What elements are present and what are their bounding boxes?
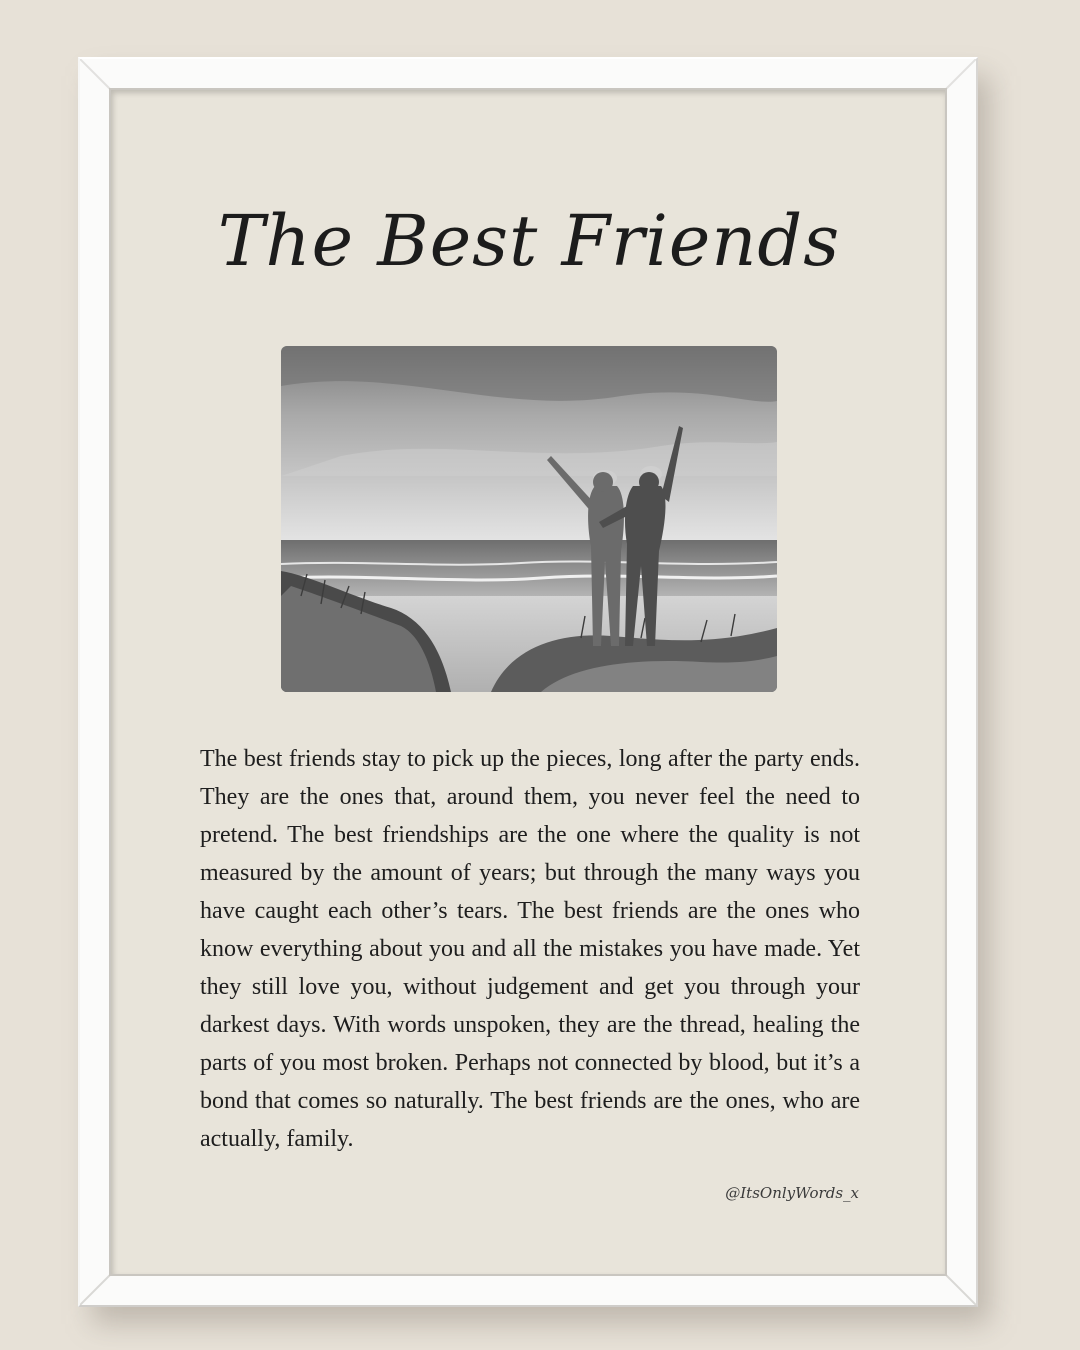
- poem-text: The best friends stay to pick up the pieces, long after the party ends. They are the ones that, around them, you never feel the need to pretend. The best friendships are the one where the quality is not measured by the amount of years; but through the many ways you have caught each other’s tears. The best friends are the ones who know everything about you and all the mistakes you have made. Yet they still love you, without judgement and get you through your darkest days. With words unspoken, they are the thread, healing the parts of you most broken. Perhaps not connected by blood, but it’s a bond that comes so naturally. The best friends are the ones, who are actually, family.: [200, 746, 860, 1152]
- author-credit: @ItsOnlyWords_x: [725, 1184, 859, 1202]
- poster-title: The Best Friends: [217, 200, 841, 282]
- poster-mat: [109, 88, 947, 1276]
- friends-beach-photo: [281, 346, 777, 692]
